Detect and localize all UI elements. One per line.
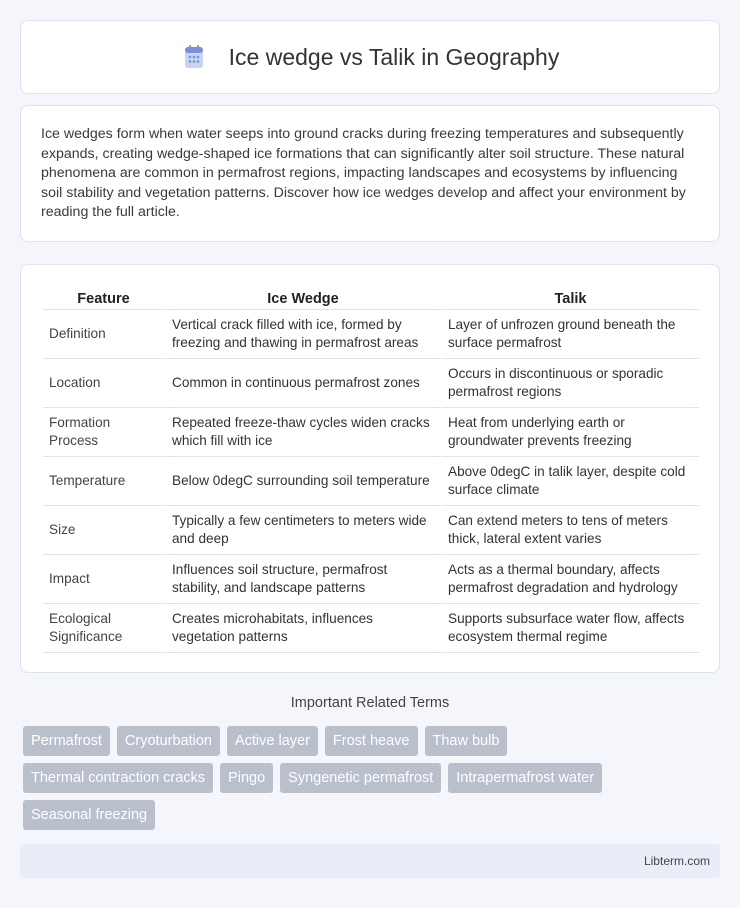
related-term-tag[interactable]: Intrapermafrost water <box>448 763 602 793</box>
cell-ice-wedge: Typically a few centimeters to meters wide and deep <box>164 506 440 555</box>
table-header-row <box>43 285 699 310</box>
table-row <box>43 506 699 555</box>
table-row <box>43 555 699 604</box>
related-term-tag[interactable]: Frost heave <box>325 726 418 756</box>
related-term-tag[interactable]: Active layer <box>227 726 318 756</box>
header-talik: Talik <box>440 285 699 310</box>
footer <box>20 844 720 878</box>
intro-card <box>20 105 720 242</box>
related-term-tag[interactable]: Thermal contraction cracks <box>23 763 213 793</box>
related-term-tag[interactable]: Thaw bulb <box>425 726 508 756</box>
related-term-tag[interactable]: Seasonal freezing <box>23 800 155 830</box>
table-row <box>43 604 699 653</box>
tag-row <box>23 726 713 756</box>
table-row <box>43 408 699 457</box>
page-title: Ice wedge vs Talik in Geography <box>228 43 560 70</box>
cell-ice-wedge: Creates microhabitats, influences vegetation patterns <box>164 604 440 653</box>
cell-talik: Layer of unfrozen ground beneath the surface permafrost <box>440 310 699 359</box>
table-row <box>43 310 699 359</box>
cell-talik: Occurs in discontinuous or sporadic permafrost regions <box>440 359 699 408</box>
header-feature: Feature <box>43 285 164 310</box>
tag-row <box>23 800 713 830</box>
tag-row <box>23 763 713 793</box>
related-terms-title: Important Related Terms <box>290 695 450 711</box>
cell-ice-wedge: Influences soil structure, permafrost stability, and landscape patterns <box>164 555 440 604</box>
intro-text: Ice wedges form when water seeps into ground cracks during freezing temperatures and subsequently expands, creating wedge-shaped ice formations that can significantly alter soil structure. These natural phenomena are common in permafrost regions, impacting landscapes and ecosystems by influencing soil stability and vegetation patterns. Discover how ice wedges develop and affect your environment by reading the full article. <box>41 126 686 221</box>
related-term-tag[interactable]: Pingo <box>220 763 273 793</box>
cell-feature: Location <box>43 359 164 408</box>
cell-ice-wedge: Common in continuous permafrost zones <box>164 359 440 408</box>
cell-feature: Size <box>43 506 164 555</box>
cell-ice-wedge: Below 0degC surrounding soil temperature <box>164 457 440 506</box>
related-term-tag[interactable]: Cryoturbation <box>117 726 220 756</box>
cell-feature: Ecological Significance <box>43 604 164 653</box>
comparison-table <box>43 285 699 653</box>
footer-site[interactable]: Libterm.com <box>643 854 710 868</box>
cell-talik: Heat from underlying earth or groundwater prevents freezing <box>440 408 699 457</box>
cell-talik: Can extend meters to tens of meters thick, lateral extent varies <box>440 506 699 555</box>
table-row <box>43 457 699 506</box>
cell-feature: Definition <box>43 310 164 359</box>
comparison-table-card <box>20 264 720 673</box>
document-icon <box>181 44 207 70</box>
cell-ice-wedge: Repeated freeze-thaw cycles widen cracks which fill with ice <box>164 408 440 457</box>
cell-talik: Acts as a thermal boundary, affects permafrost degradation and hydrology <box>440 555 699 604</box>
cell-feature: Impact <box>43 555 164 604</box>
title-card <box>20 20 720 94</box>
related-term-tag[interactable]: Syngenetic permafrost <box>280 763 441 793</box>
cell-talik: Supports subsurface water flow, affects ecosystem thermal regime <box>440 604 699 653</box>
cell-talik: Above 0degC in talik layer, despite cold surface climate <box>440 457 699 506</box>
cell-ice-wedge: Vertical crack filled with ice, formed by freezing and thawing in permafrost areas <box>164 310 440 359</box>
header-ice-wedge: Ice Wedge <box>164 285 440 310</box>
related-terms-list <box>23 726 713 837</box>
cell-feature: Formation Process <box>43 408 164 457</box>
table-row <box>43 359 699 408</box>
cell-feature: Temperature <box>43 457 164 506</box>
related-term-tag[interactable]: Permafrost <box>23 726 110 756</box>
